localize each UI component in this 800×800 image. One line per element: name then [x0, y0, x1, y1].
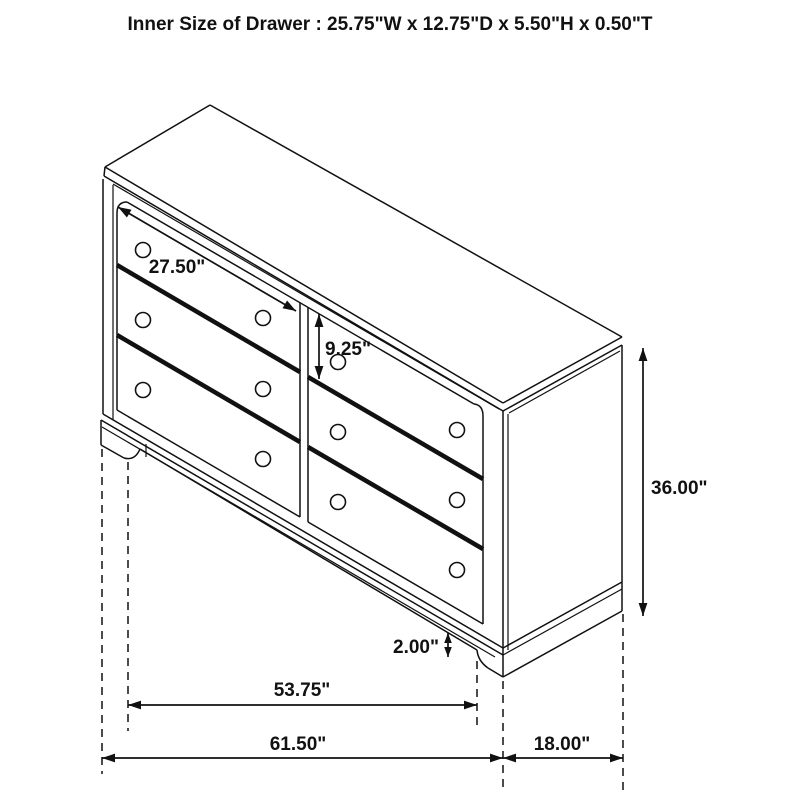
drawer-knob — [450, 563, 465, 578]
drawer-knob — [136, 383, 151, 398]
drawer-knob — [136, 243, 151, 258]
drawer-knob — [256, 452, 271, 467]
dim-foot-height-label: 2.00" — [393, 637, 439, 658]
dim-foot-height — [393, 633, 452, 658]
dim-base-inner-width — [128, 680, 477, 709]
dim-base-inner-width-label: 53.75" — [273, 680, 331, 701]
dim-drawer-opening-height-label: 9.25" — [325, 339, 371, 360]
drawer-knob — [450, 493, 465, 508]
drawer-knob — [256, 382, 271, 397]
dim-overall-height — [639, 348, 708, 616]
dresser-front — [103, 179, 508, 650]
dim-drawer-front-width — [118, 207, 296, 311]
drawer-knob — [450, 423, 465, 438]
page-title: Inner Size of Drawer : 25.75"W x 12.75"D x 5.50"H x 0.50"T — [127, 14, 653, 35]
dim-overall-width — [102, 734, 503, 762]
dresser-base — [101, 345, 622, 677]
drawer-knob — [331, 425, 346, 440]
dim-drawer-front-width-label: 27.50" — [148, 257, 206, 278]
dim-overall-height-label: 36.00" — [651, 478, 708, 499]
drawer-knob — [256, 311, 271, 326]
dim-overall-depth — [503, 734, 623, 762]
dim-drawer-opening-height — [315, 314, 371, 379]
dim-overall-width-label: 61.50" — [269, 734, 327, 755]
drawer-knob — [136, 313, 151, 328]
drawer-knob — [331, 495, 346, 510]
dim-overall-depth-label: 18.00" — [533, 734, 591, 755]
